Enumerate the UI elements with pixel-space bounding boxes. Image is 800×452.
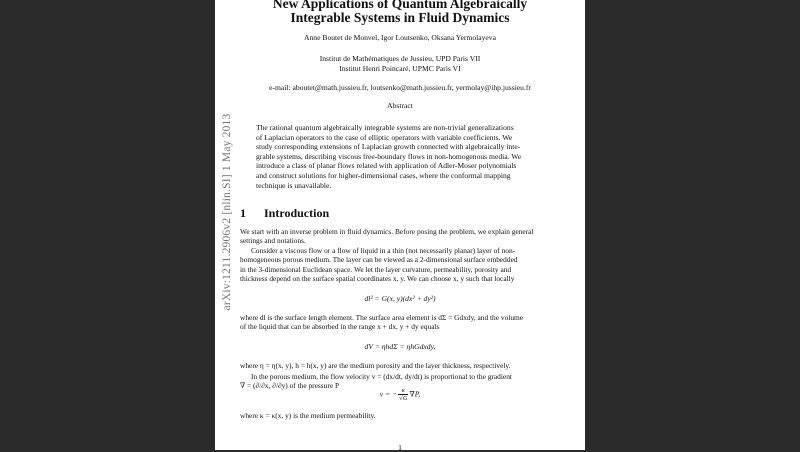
text-line: Consider a viscous flow or a flow of liquid in a thin (not necessarily planar) layer of non-	[251, 246, 516, 255]
affiliation-1: Institut de Mathématiques de Jussieu, UPD Paris VII	[319, 54, 481, 63]
abstract-heading: Abstract	[387, 101, 413, 110]
section-number: 1	[240, 206, 246, 220]
paper-title	[0, 0, 800, 25]
eq3-lhs: v = −	[379, 389, 398, 399]
text-line: thickness depend on the surface spatial coordinates x, y. We can choose x, y such that locally	[240, 273, 515, 283]
section-title: Introduction	[264, 206, 330, 220]
title-line-2: Integrable Systems in Fluid Dynamics	[290, 10, 510, 25]
abstract-body	[256, 123, 566, 190]
abstract-line: The rational quantum algebraically integrable systems are non-trivial generalizations	[256, 123, 514, 132]
authors: Anne Boutet de Monvel, Igor Loutsenko, Oksana Yermolayeva	[304, 33, 496, 42]
text-line: where dl is the surface length element. The surface area element is dΣ = Gdxdy, and the volume	[240, 313, 524, 322]
text-line: where η = η(x, y), h = h(x, y) are the medium porosity and the layer thickness, respectively.	[240, 361, 511, 370]
eq3-rhs: ∇P,	[409, 389, 421, 399]
abstract-line: introduce a class of planar flows related with application of Adler-Moser polynomials	[256, 161, 517, 171]
abstract-line: study corresponding extensions of Laplacian growth connected with algebraically inte-	[256, 142, 521, 152]
abstract-line: technique is unavailable.	[256, 180, 332, 190]
text-line: ∇ = (∂/∂x, ∂/∂y) of the pressure P	[240, 381, 340, 391]
equation-length-element: dl² = G(x, y)(dx² + dy²)	[364, 294, 436, 303]
page-number: 1	[398, 443, 402, 452]
text-line: settings and notations.	[240, 236, 306, 246]
text-line: In the porous medium, the flow velocity v = (dx/dt, dy/dt) is proportional to the gradient	[251, 372, 512, 381]
abstract-line: of Laplacian operators to the case of elliptic operators with variable coefficients. We	[256, 132, 513, 142]
eq3-denominator: √G	[399, 395, 408, 402]
eq3-numerator: κ	[398, 387, 408, 395]
arxiv-stamp	[221, 97, 233, 327]
email-line: e-mail: aboutet@math.jussieu.fr, loutsenko@math.jussieu.fr, yermolay@ihp.jussieu.fr	[269, 83, 531, 92]
abstract-line: grable systems, describing viscous free-boundary flows in non-homogenous media. We	[256, 151, 522, 161]
text-line: homogeneous porous medium. The layer can be viewed as a 2-dimensional surface embedded	[240, 255, 518, 265]
paragraph-3	[240, 313, 585, 332]
paragraph-6	[240, 411, 585, 420]
text-line: of the liquid that can be absorbed in the range x + dx, y + dy equals	[240, 322, 440, 332]
text-line: where κ = κ(x, y) is the medium permeability.	[240, 411, 376, 420]
paragraph-2	[240, 246, 585, 283]
paragraph-1	[240, 227, 585, 246]
eq3-fraction	[398, 387, 408, 402]
equation-darcy-law	[0, 387, 800, 402]
abstract-line: and construct solutions for higher-dimensional cases, where the conformal mapping	[256, 170, 511, 180]
paragraph-4	[240, 361, 585, 370]
section-heading	[240, 206, 329, 221]
arxiv-id: arXiv:1211.2906v2 [nlin.SI] 1 May 2013	[221, 113, 233, 311]
affiliation-2: Institut Henri Poincaré, UPMC Paris VI	[339, 64, 461, 73]
text-line: We start with an inverse problem in fluid dynamics. Before posing the problem, we explain general	[240, 227, 534, 236]
equation-volume-element: dV = ηhdΣ = ηhGdxdy,	[364, 342, 436, 351]
title-line-1: New Applications of Quantum Algebraically	[272, 0, 528, 11]
text-line: in the 3-dimensional Euclidean space. We let the layer curvature, permeability, porosity and	[240, 264, 512, 274]
